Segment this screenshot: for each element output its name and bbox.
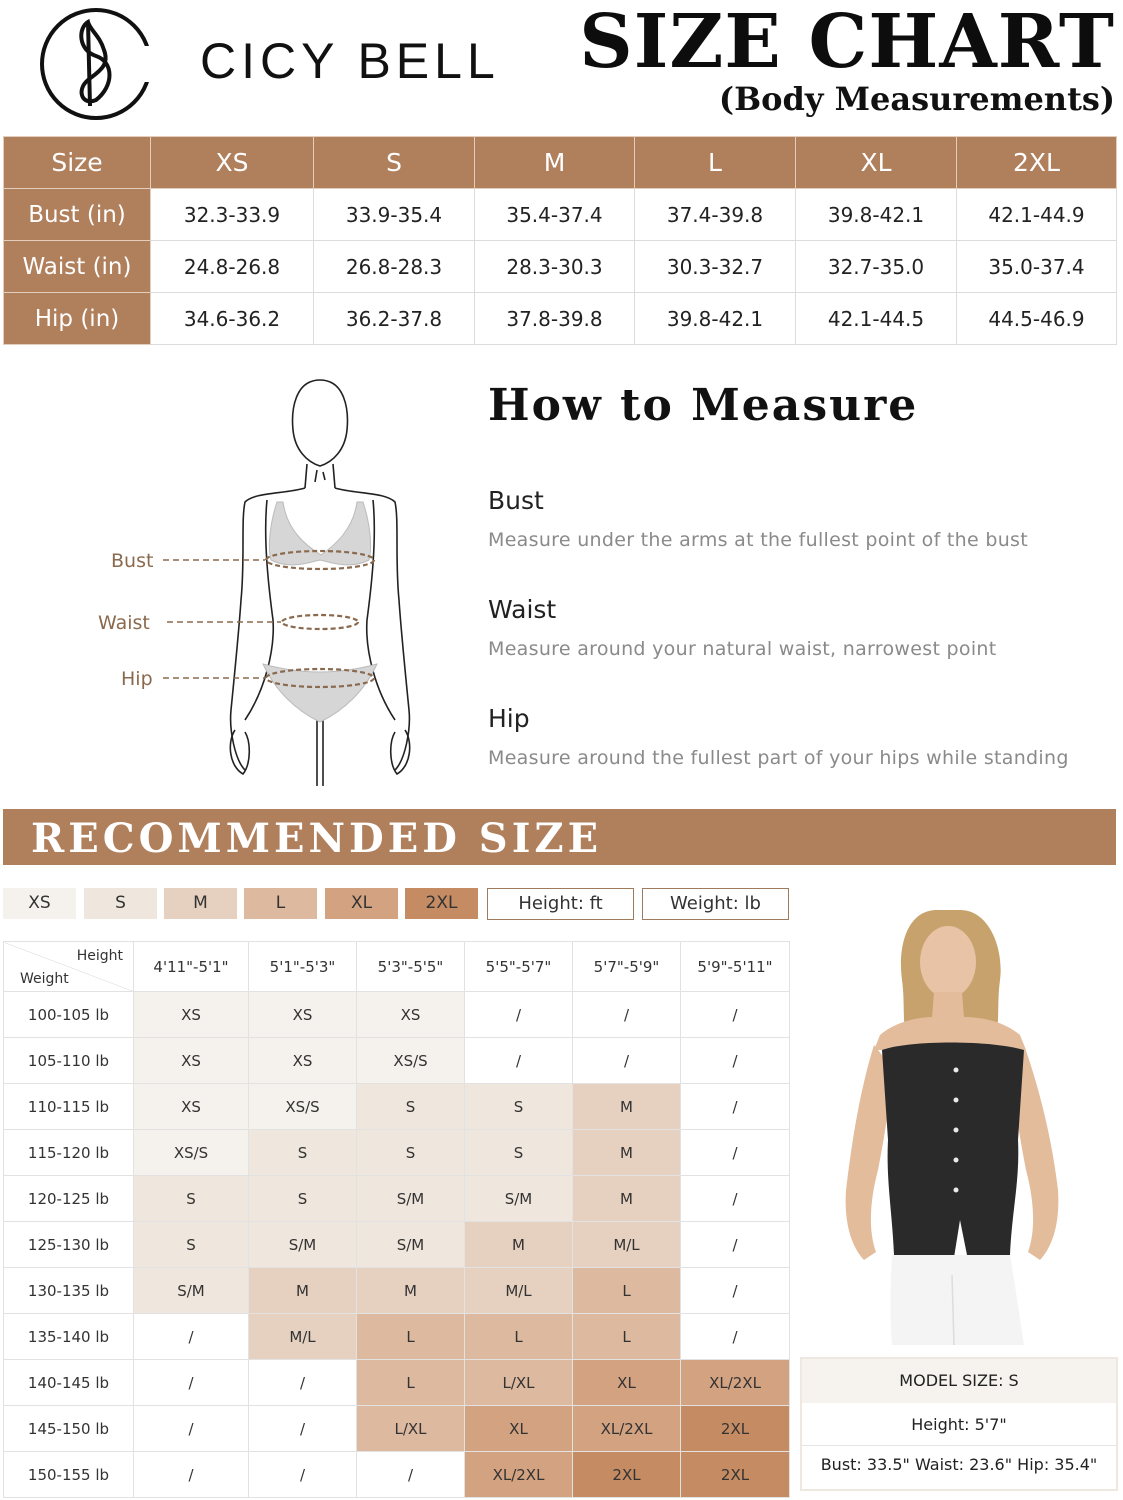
size-header-label: Size (4, 137, 151, 189)
weight-label: 100-105 lb (4, 992, 134, 1038)
size-cell: / (249, 1360, 357, 1406)
weight-label: 135-140 lb (4, 1314, 134, 1360)
size-cell: XL/2XL (573, 1406, 681, 1452)
body-measurement-figure (95, 370, 425, 790)
size-cell: S (249, 1130, 357, 1176)
size-cell: XS/S (134, 1130, 249, 1176)
size-cell: S (465, 1130, 573, 1176)
size-cell: / (465, 1038, 573, 1084)
size-cell: / (681, 1176, 790, 1222)
model-height: Height: 5'7" (911, 1415, 1007, 1434)
size-cell: XS (249, 1038, 357, 1084)
weight-label: 130-135 lb (4, 1268, 134, 1314)
table-cell: 35.0-37.4 (957, 241, 1117, 293)
size-cell: S (134, 1176, 249, 1222)
brand-logo (38, 6, 158, 122)
size-cell: 2XL (681, 1406, 790, 1452)
hip-label: Hip (121, 668, 153, 690)
table-cell: 44.5-46.9 (957, 293, 1117, 345)
bust-row (4, 189, 1117, 241)
size-cell: S (134, 1222, 249, 1268)
table-cell: 32.7-35.0 (796, 241, 957, 293)
height-header: 5'1"-5'3" (249, 942, 357, 992)
waist-description: Measure around your natural waist, narrowest point (488, 638, 997, 660)
model-info-card (800, 1357, 1118, 1491)
row-label: Hip (in) (4, 293, 151, 345)
legend-m: M (164, 888, 237, 919)
size-cell: S/M (249, 1222, 357, 1268)
size-cell: M/L (465, 1268, 573, 1314)
weight-unit-label: Weight: lb (642, 888, 789, 920)
size-header-xl: XL (796, 137, 957, 189)
size-cell: XS/S (249, 1084, 357, 1130)
weight-label: 145-150 lb (4, 1406, 134, 1452)
size-cell: / (681, 1222, 790, 1268)
height-unit-label: Height: ft (487, 888, 634, 920)
height-header: 5'3"-5'5" (357, 942, 465, 992)
recommended-size-banner (3, 809, 1116, 865)
size-cell: M (573, 1084, 681, 1130)
hip-description: Measure around the fullest part of your hips while standing (488, 747, 1069, 769)
size-cell: 2XL (573, 1452, 681, 1498)
size-cell: M (573, 1130, 681, 1176)
hip-row (4, 293, 1117, 345)
table-cell: 35.4-37.4 (475, 189, 635, 241)
legend-xs: XS (3, 888, 76, 919)
weight-label: 115-120 lb (4, 1130, 134, 1176)
table-row (4, 1084, 790, 1130)
table-cell: 42.1-44.5 (796, 293, 957, 345)
how-to-measure-title: How to Measure (488, 380, 919, 431)
size-header-s: S (314, 137, 475, 189)
height-header: 5'7"-5'9" (573, 942, 681, 992)
size-cell: / (134, 1360, 249, 1406)
size-cell: XS (357, 992, 465, 1038)
size-chart-table (3, 136, 1117, 345)
table-row (4, 1038, 790, 1084)
table-cell: 34.6-36.2 (151, 293, 314, 345)
row-label: Bust (in) (4, 189, 151, 241)
size-cell: L/XL (465, 1360, 573, 1406)
size-cell: XL/2XL (465, 1452, 573, 1498)
table-row (4, 992, 790, 1038)
size-cell: XS (134, 1038, 249, 1084)
size-cell: XL (465, 1406, 573, 1452)
legend-2xl: 2XL (405, 888, 478, 919)
size-cell: L (357, 1314, 465, 1360)
size-cell: XS/S (357, 1038, 465, 1084)
size-cell: XL/2XL (681, 1360, 790, 1406)
table-row (4, 1314, 790, 1360)
size-cell: L (357, 1360, 465, 1406)
size-cell: S/M (357, 1222, 465, 1268)
table-cell: 30.3-32.7 (635, 241, 796, 293)
size-cell: / (681, 1038, 790, 1084)
size-cell: / (249, 1452, 357, 1498)
size-cell: / (681, 1268, 790, 1314)
size-cell: XS (134, 992, 249, 1038)
table-row (4, 1452, 790, 1498)
page-title: SIZE CHART (579, 0, 1115, 85)
size-cell: S (249, 1176, 357, 1222)
size-cell: / (357, 1452, 465, 1498)
table-cell: 39.8-42.1 (635, 293, 796, 345)
size-cell: S/M (357, 1176, 465, 1222)
row-label: Waist (in) (4, 241, 151, 293)
table-cell: 37.8-39.8 (475, 293, 635, 345)
size-cell: XS (249, 992, 357, 1038)
table-row (4, 1406, 790, 1452)
table-row (4, 1360, 790, 1406)
hip-heading: Hip (488, 704, 530, 733)
size-cell: S (465, 1084, 573, 1130)
recommended-size-table (3, 941, 790, 1498)
size-cell: S/M (465, 1176, 573, 1222)
table-row (4, 1222, 790, 1268)
table-cell: 24.8-26.8 (151, 241, 314, 293)
brand-name: CICY BELL (200, 33, 500, 89)
legend-xl: XL (325, 888, 398, 919)
size-cell: / (573, 1038, 681, 1084)
waist-measure-line (282, 615, 358, 629)
bust-heading: Bust (488, 486, 544, 515)
size-cell: / (681, 992, 790, 1038)
recommended-size-title: RECOMMENDED SIZE (31, 815, 603, 862)
weight-label: 110-115 lb (4, 1084, 134, 1130)
height-header-row (4, 942, 790, 992)
weight-label: 105-110 lb (4, 1038, 134, 1084)
size-cell: M (573, 1176, 681, 1222)
size-cell: / (573, 992, 681, 1038)
height-weight-corner (4, 942, 134, 992)
size-cell: / (681, 1084, 790, 1130)
size-header-xs: XS (151, 137, 314, 189)
table-cell: 37.4-39.8 (635, 189, 796, 241)
size-cell: M (357, 1268, 465, 1314)
table-cell: 28.3-30.3 (475, 241, 635, 293)
page-subtitle: (Body Measurements) (718, 80, 1115, 118)
height-header: 5'9"-5'11" (681, 942, 790, 992)
size-cell: M (249, 1268, 357, 1314)
table-row (4, 1268, 790, 1314)
underwear-illustration (263, 664, 377, 722)
size-cell: L/XL (357, 1406, 465, 1452)
size-cell: / (681, 1130, 790, 1176)
size-cell: / (681, 1314, 790, 1360)
size-cell: S/M (134, 1268, 249, 1314)
weight-label: 150-155 lb (4, 1452, 134, 1498)
table-row (4, 1130, 790, 1176)
size-cell: XS (134, 1084, 249, 1130)
size-cell: M/L (573, 1222, 681, 1268)
size-cell: L (573, 1268, 681, 1314)
size-header-m: M (475, 137, 635, 189)
table-row (4, 1176, 790, 1222)
weight-label: 120-125 lb (4, 1176, 134, 1222)
size-cell: / (134, 1452, 249, 1498)
size-cell: M (465, 1222, 573, 1268)
corner-weight-label: Weight (20, 971, 69, 987)
size-cell: / (249, 1406, 357, 1452)
weight-label: 125-130 lb (4, 1222, 134, 1268)
model-photo (820, 900, 1100, 1345)
size-cell: / (134, 1406, 249, 1452)
legend-s: S (84, 888, 157, 919)
size-cell: S (357, 1130, 465, 1176)
table-cell: 39.8-42.1 (796, 189, 957, 241)
size-cell: XL (573, 1360, 681, 1406)
table-cell: 32.3-33.9 (151, 189, 314, 241)
size-cell: / (134, 1314, 249, 1360)
table-cell: 33.9-35.4 (314, 189, 475, 241)
table-cell: 26.8-28.3 (314, 241, 475, 293)
size-cell: M/L (249, 1314, 357, 1360)
size-header-2xl: 2XL (957, 137, 1117, 189)
table-cell: 36.2-37.8 (314, 293, 475, 345)
size-cell: S (357, 1084, 465, 1130)
bra-illustration (269, 502, 370, 565)
height-header: 4'11"-5'1" (134, 942, 249, 992)
size-cell: L (465, 1314, 573, 1360)
waist-heading: Waist (488, 595, 557, 624)
height-header: 5'5"-5'7" (465, 942, 573, 992)
waist-row (4, 241, 1117, 293)
size-cell: 2XL (681, 1452, 790, 1498)
bust-label: Bust (111, 550, 154, 572)
size-chart-header-row (4, 137, 1117, 189)
model-size: MODEL SIZE: S (802, 1359, 1116, 1403)
size-cell: L (573, 1314, 681, 1360)
size-cell: / (465, 992, 573, 1038)
weight-label: 140-145 lb (4, 1360, 134, 1406)
size-header-l: L (635, 137, 796, 189)
corner-height-label: Height (76, 948, 123, 964)
model-measurements: Bust: 33.5" Waist: 23.6" Hip: 35.4" (820, 1455, 1098, 1474)
waist-label: Waist (98, 612, 150, 634)
legend-l: L (244, 888, 317, 919)
bust-description: Measure under the arms at the fullest point of the bust (488, 529, 1029, 551)
table-cell: 42.1-44.9 (957, 189, 1117, 241)
